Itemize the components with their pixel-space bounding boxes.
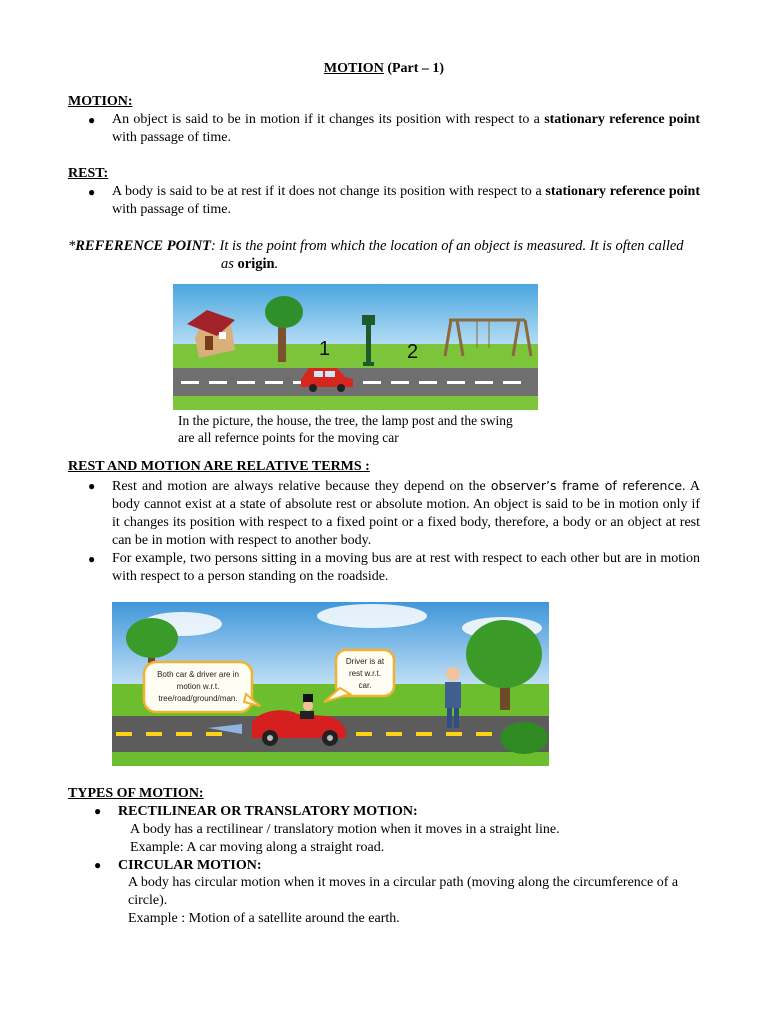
- rectilinear-description: [130, 821, 710, 857]
- list-item: [88, 183, 700, 219]
- relative-text-2: For example, two persons sitting in a moving bus are at rest with respect to each other but are in motion with respect to a person standing on the roadside.: [112, 551, 700, 584]
- ref-prefix: *: [68, 238, 76, 254]
- relative-text-1b: . A body cannot exist at a state of absolute rest or absolute motion. An object is said to be in motion only if it changes its position with respect to a fixed point or a fixed body, therefore, a body or an object at rest can be in motion with respect to another body.: [112, 479, 700, 548]
- relative-text-1a: Rest and motion are always relative because they depend on the: [112, 479, 491, 494]
- bullet-icon: ●: [88, 113, 96, 127]
- type-rectilinear-title: [94, 802, 418, 821]
- figure1-caption: [178, 412, 538, 446]
- circular-title: CIRCULAR MOTION:: [118, 858, 262, 873]
- relative-bullets: [88, 477, 700, 586]
- list-item: [88, 111, 700, 147]
- ref-origin: origin: [237, 256, 275, 272]
- bubble-right-line-1: Driver is at: [345, 657, 385, 666]
- bullet-icon: ●: [88, 552, 96, 566]
- bullet-icon: ●: [88, 479, 96, 493]
- ref-end: .: [274, 256, 279, 272]
- bullet-icon: ●: [94, 858, 102, 872]
- reference-points-illustration: [173, 284, 538, 410]
- frame-of-reference-term: observer’s frame of reference: [490, 478, 683, 493]
- relative-heading: REST AND MOTION ARE RELATIVE TERMS :: [68, 459, 370, 474]
- bubble-left-line-1: Both car & driver are in: [157, 670, 239, 679]
- title-main: MOTION: [323, 61, 384, 76]
- ref-text: : It is the point from which the location of an object is measured. It is often called: [211, 238, 684, 254]
- rest-heading: REST:: [68, 166, 109, 181]
- rectilinear-example: Example: A car moving along a straight road.: [130, 840, 385, 855]
- reference-point-definition: [68, 237, 728, 273]
- rest-bold-term: stationary reference point: [545, 184, 700, 199]
- type-circular-title: [94, 856, 262, 875]
- types-heading: TYPES OF MOTION:: [68, 786, 204, 801]
- bush-icon: [500, 722, 548, 754]
- number-1-label: 1: [319, 338, 331, 360]
- bubble-right-line-2: rest w.r.t.: [348, 669, 382, 678]
- number-2-label: 2: [407, 341, 419, 363]
- motion-text-end: with passage of time.: [112, 130, 231, 145]
- circular-description: [128, 874, 708, 928]
- page-title: [0, 60, 768, 78]
- motion-heading: MOTION:: [68, 94, 133, 109]
- bubble-left-line-2: motion w.r.t.: [176, 682, 220, 691]
- title-part: (Part – 1): [383, 61, 445, 76]
- bubble-left-line-3: tree/road/ground/man.: [158, 694, 238, 703]
- list-item: [88, 550, 700, 586]
- speech-bubble-left: [144, 662, 260, 712]
- rest-definition: [88, 183, 700, 219]
- ref-line2: as: [221, 256, 238, 272]
- circular-text: A body has circular motion when it moves in a circular path (moving along the circumference of a circle).: [128, 875, 679, 908]
- rest-text-end: with passage of time.: [112, 202, 231, 217]
- rest-text: A body is said to be at rest if it does not change its position with respect to a: [112, 184, 546, 199]
- motion-text: An object is said to be in motion if it changes its position with respect to a: [112, 112, 545, 127]
- ref-label: REFERENCE POINT: [75, 238, 212, 254]
- rectilinear-title: RECTILINEAR OR TRANSLATORY MOTION:: [118, 804, 418, 819]
- list-item: [88, 477, 700, 550]
- bubble-right-line-3: car.: [358, 681, 372, 690]
- caption-line-2: are all refernce points for the moving car: [178, 430, 399, 445]
- relative-motion-illustration: [112, 602, 549, 766]
- rectilinear-text: A body has a rectilinear / translatory motion when it moves in a straight line.: [130, 822, 560, 837]
- bullet-icon: ●: [94, 804, 102, 818]
- motion-bold-term: stationary reference point: [544, 112, 700, 127]
- motion-definition: [88, 111, 700, 147]
- caption-line-1: In the picture, the house, the tree, the lamp post and the swing: [178, 413, 513, 428]
- circular-example: Example : Motion of a satellite around the earth.: [128, 911, 400, 926]
- bullet-icon: ●: [88, 185, 96, 199]
